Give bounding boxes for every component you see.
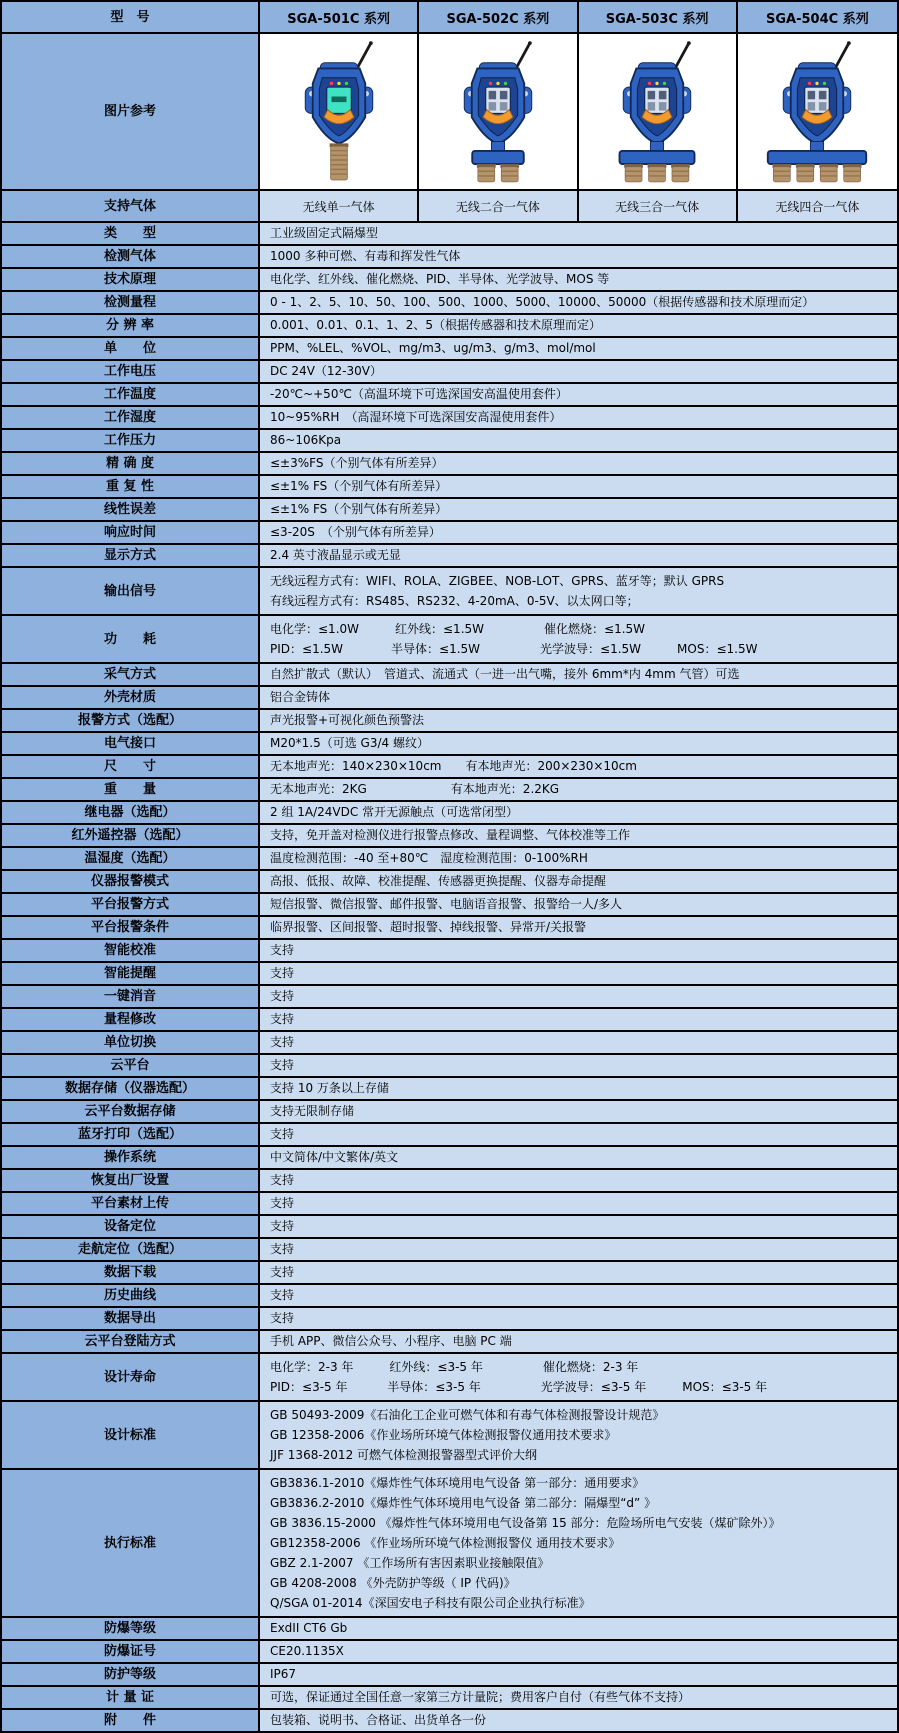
row-label: 报警方式（选配） bbox=[2, 710, 260, 731]
row-value bbox=[260, 616, 897, 662]
value-line: 支持 bbox=[270, 1127, 295, 1141]
row-label: 技术原理 bbox=[2, 269, 260, 290]
row-value bbox=[260, 871, 897, 892]
spec-row bbox=[2, 1124, 897, 1147]
model-header-label: 型 号 bbox=[2, 2, 260, 32]
value-line: 支持 bbox=[270, 1196, 295, 1210]
spec-row bbox=[2, 407, 897, 430]
value-line: GB 4208-2008 《外壳防护等级（ IP 代码)》 bbox=[270, 1576, 516, 1590]
row-value bbox=[260, 1354, 897, 1400]
row-label: 云平台登陆方式 bbox=[2, 1331, 260, 1352]
spec-row bbox=[2, 917, 897, 940]
row-value bbox=[260, 687, 897, 708]
row-label: 防爆证号 bbox=[2, 1641, 260, 1662]
row-label: 数据存储（仪器选配） bbox=[2, 1078, 260, 1099]
spec-row bbox=[2, 223, 897, 246]
value-line: 高报、低报、故障、校准提醒、传感器更换提醒、仪器寿命提醒 bbox=[270, 874, 607, 888]
spec-row bbox=[2, 1308, 897, 1331]
value-line: IP67 bbox=[270, 1667, 297, 1681]
row-label: 电气接口 bbox=[2, 733, 260, 754]
value-line: 手机 APP、微信公众号、小程序、电脑 PC 端 bbox=[270, 1334, 512, 1348]
row-label: 数据下载 bbox=[2, 1262, 260, 1283]
gas-detector-illustration bbox=[742, 40, 892, 183]
row-label: 设备定位 bbox=[2, 1216, 260, 1237]
row-value bbox=[260, 756, 897, 777]
model-header-4: SGA-504C 系列 bbox=[738, 2, 897, 32]
value-line: PID：≤1.5W 半导体：≤1.5W 光学波导：≤1.5W MOS：≤1.5W bbox=[270, 642, 758, 656]
value-line: 支持无限制存储 bbox=[270, 1104, 355, 1118]
row-label: 数据导出 bbox=[2, 1308, 260, 1329]
row-label: 设计寿命 bbox=[2, 1354, 260, 1400]
spec-row bbox=[2, 1078, 897, 1101]
row-value bbox=[260, 802, 897, 823]
value-line: 支持 bbox=[270, 966, 295, 980]
supported-gas-row bbox=[2, 191, 897, 223]
spec-row bbox=[2, 1055, 897, 1078]
row-label: 平台素材上传 bbox=[2, 1193, 260, 1214]
gas-row-label: 支持气体 bbox=[2, 191, 260, 221]
product-image-SGA-503C bbox=[579, 34, 738, 189]
row-value bbox=[260, 733, 897, 754]
product-image-row bbox=[2, 34, 897, 191]
row-label: 执行标准 bbox=[2, 1470, 260, 1616]
value-line: 支持 bbox=[270, 1035, 295, 1049]
spec-row bbox=[2, 1470, 897, 1618]
spec-row bbox=[2, 1170, 897, 1193]
spec-row bbox=[2, 246, 897, 269]
value-line: GB3836.1-2010《爆炸性气体环境用电气设备 第一部分：通用要求》 bbox=[270, 1476, 645, 1490]
row-label: 类 型 bbox=[2, 223, 260, 244]
row-value bbox=[260, 499, 897, 520]
row-label: 检测量程 bbox=[2, 292, 260, 313]
row-value bbox=[260, 1402, 897, 1468]
row-label: 响应时间 bbox=[2, 522, 260, 543]
spec-row bbox=[2, 1710, 897, 1731]
row-value bbox=[260, 1687, 897, 1708]
spec-row bbox=[2, 848, 897, 871]
row-label: 历史曲线 bbox=[2, 1285, 260, 1306]
value-line: 支持 bbox=[270, 1219, 295, 1233]
row-value bbox=[260, 963, 897, 984]
spec-row bbox=[2, 1239, 897, 1262]
spec-row bbox=[2, 825, 897, 848]
spec-rows bbox=[2, 223, 897, 1731]
row-value bbox=[260, 1618, 897, 1639]
value-line: 0.001、0.01、0.1、1、2、5（根据传感器和技术原理而定） bbox=[270, 318, 602, 332]
row-value bbox=[260, 1470, 897, 1616]
spec-row bbox=[2, 616, 897, 664]
row-value bbox=[260, 917, 897, 938]
row-value bbox=[260, 1285, 897, 1306]
spec-row bbox=[2, 384, 897, 407]
spec-row bbox=[2, 733, 897, 756]
row-label: 一键消音 bbox=[2, 986, 260, 1007]
row-value bbox=[260, 1308, 897, 1329]
row-value bbox=[260, 407, 897, 428]
row-label: 功 耗 bbox=[2, 616, 260, 662]
value-line: 支持 10 万条以上存储 bbox=[270, 1081, 389, 1095]
model-header-row bbox=[2, 2, 897, 34]
spec-row bbox=[2, 1285, 897, 1308]
value-line: 可选，保证通过全国任意一家第三方计量院；费用客户自付（有些气体不支持） bbox=[270, 1690, 691, 1704]
value-line: 电化学：2-3 年 红外线：≤3-5 年 催化燃烧：2-3 年 bbox=[270, 1360, 639, 1374]
value-line: 1000 多种可燃、有毒和挥发性气体 bbox=[270, 249, 461, 263]
row-value bbox=[260, 1124, 897, 1145]
value-line: 支持 bbox=[270, 1012, 295, 1026]
spec-row bbox=[2, 315, 897, 338]
spec-row bbox=[2, 476, 897, 499]
row-label: 计 量 证 bbox=[2, 1687, 260, 1708]
row-value bbox=[260, 1101, 897, 1122]
product-image-SGA-502C bbox=[419, 34, 578, 189]
row-label: 单 位 bbox=[2, 338, 260, 359]
supported-gas-value-1: 无线单一气体 bbox=[260, 191, 419, 221]
spec-row bbox=[2, 430, 897, 453]
value-line: 2 组 1A/24VDC 常开无源触点（可选常闭型） bbox=[270, 805, 519, 819]
value-line: 有线远程方式有：RS485、RS232、4-20mA、0-5V、以太网口等； bbox=[270, 594, 639, 608]
row-value bbox=[260, 545, 897, 566]
row-label: 重 复 性 bbox=[2, 476, 260, 497]
spec-row bbox=[2, 1687, 897, 1710]
spec-row bbox=[2, 545, 897, 568]
spec-row bbox=[2, 1354, 897, 1402]
spec-row bbox=[2, 269, 897, 292]
spec-row bbox=[2, 1618, 897, 1641]
row-value bbox=[260, 1147, 897, 1168]
spec-row bbox=[2, 522, 897, 545]
row-value bbox=[260, 568, 897, 614]
value-line: CE20.1135X bbox=[270, 1644, 344, 1658]
value-line: 工业级固定式隔爆型 bbox=[270, 226, 379, 240]
row-label: 外壳材质 bbox=[2, 687, 260, 708]
row-value bbox=[260, 848, 897, 869]
value-line: DC 24V（12-30V） bbox=[270, 364, 382, 378]
value-line: GB 12358-2006《作业场所环境气体检测报警仪通用技术要求》 bbox=[270, 1428, 617, 1442]
spec-row bbox=[2, 1262, 897, 1285]
row-value bbox=[260, 986, 897, 1007]
row-value bbox=[260, 223, 897, 244]
row-value bbox=[260, 269, 897, 290]
value-line: 支持 bbox=[270, 1173, 295, 1187]
row-value bbox=[260, 246, 897, 267]
row-label: 智能提醒 bbox=[2, 963, 260, 984]
row-label: 仪器报警模式 bbox=[2, 871, 260, 892]
row-label: 防爆等级 bbox=[2, 1618, 260, 1639]
model-header-3: SGA-503C 系列 bbox=[579, 2, 738, 32]
row-label: 防护等级 bbox=[2, 1664, 260, 1685]
row-label: 显示方式 bbox=[2, 545, 260, 566]
row-label: 云平台 bbox=[2, 1055, 260, 1076]
value-line: M20*1.5（可选 G3/4 螺纹） bbox=[270, 736, 429, 750]
value-line: 中文简体/中文繁体/英文 bbox=[270, 1150, 399, 1164]
value-line: 铝合金铸体 bbox=[270, 690, 331, 704]
spec-row bbox=[2, 687, 897, 710]
row-label: 温湿度（选配） bbox=[2, 848, 260, 869]
row-label: 恢复出厂设置 bbox=[2, 1170, 260, 1191]
value-line: 支持 bbox=[270, 1311, 295, 1325]
row-value bbox=[260, 522, 897, 543]
value-line: Q/SGA 01-2014《深国安电子科技有限公司企业执行标准》 bbox=[270, 1596, 591, 1610]
row-value bbox=[260, 894, 897, 915]
image-row-label: 图片参考 bbox=[2, 34, 260, 189]
row-value bbox=[260, 710, 897, 731]
row-value bbox=[260, 1055, 897, 1076]
supported-gas-value-2: 无线二合一气体 bbox=[419, 191, 578, 221]
gas-detector-illustration bbox=[264, 40, 414, 183]
spec-row bbox=[2, 710, 897, 733]
row-label: 线性误差 bbox=[2, 499, 260, 520]
row-label: 工作电压 bbox=[2, 361, 260, 382]
value-line: 电化学：≤1.0W 红外线：≤1.5W 催化燃烧：≤1.5W bbox=[270, 622, 646, 636]
row-label: 精 确 度 bbox=[2, 453, 260, 474]
row-label: 红外遥控器（选配） bbox=[2, 825, 260, 846]
row-label: 量程修改 bbox=[2, 1009, 260, 1030]
spec-row bbox=[2, 1147, 897, 1170]
value-line: JJF 1368-2012 可燃气体检测报警器型式评价大纲 bbox=[270, 1448, 538, 1462]
value-line: 86~106Kpa bbox=[270, 433, 342, 447]
row-label: 工作压力 bbox=[2, 430, 260, 451]
row-label: 分 辨 率 bbox=[2, 315, 260, 336]
value-line: 无本地声光：2KG 有本地声光：2.2KG bbox=[270, 782, 560, 796]
spec-row bbox=[2, 1009, 897, 1032]
row-value bbox=[260, 825, 897, 846]
supported-gas-value-4: 无线四合一气体 bbox=[738, 191, 897, 221]
row-value bbox=[260, 1216, 897, 1237]
row-value bbox=[260, 1710, 897, 1731]
value-line: 短信报警、微信报警、邮件报警、电脑语音报警、报警给一人/多人 bbox=[270, 897, 623, 911]
value-line: 无本地声光：140×230×10cm 有本地声光：200×230×10cm bbox=[270, 759, 637, 773]
value-line: ≤±1% FS（个别气体有所差异） bbox=[270, 502, 448, 516]
product-image-SGA-501C bbox=[260, 34, 419, 189]
row-value bbox=[260, 315, 897, 336]
value-line: GB12358-2006 《作业场所环境气体检测报警仪 通用技术要求》 bbox=[270, 1536, 621, 1550]
value-line: PID：≤3-5 年 半导体：≤3-5 年 光学波导：≤3-5 年 MOS：≤3-5 年 bbox=[270, 1380, 768, 1394]
row-label: 平台报警条件 bbox=[2, 917, 260, 938]
row-value bbox=[260, 1239, 897, 1260]
row-label: 单位切换 bbox=[2, 1032, 260, 1053]
row-value bbox=[260, 453, 897, 474]
row-label: 操作系统 bbox=[2, 1147, 260, 1168]
spec-row bbox=[2, 1331, 897, 1354]
value-line: 包装箱、说明书、合格证、出货单各一份 bbox=[270, 1713, 487, 1727]
row-value bbox=[260, 1262, 897, 1283]
spec-row bbox=[2, 292, 897, 315]
spec-row bbox=[2, 1216, 897, 1239]
value-line: 10~95%RH （高湿环境下可选深国安高湿使用套件） bbox=[270, 410, 562, 424]
row-label: 检测气体 bbox=[2, 246, 260, 267]
value-line: GB 50493-2009《石油化工企业可燃气体和有毒气体检测报警设计规范》 bbox=[270, 1408, 665, 1422]
row-value bbox=[260, 940, 897, 961]
row-value bbox=[260, 476, 897, 497]
value-line: 无线远程方式有：WIFI、ROLA、ZIGBEE、NOB-LOT、GPRS、蓝牙等；默认 GPRS bbox=[270, 574, 725, 588]
spec-row bbox=[2, 963, 897, 986]
value-line: ≤±1% FS（个别气体有所差异） bbox=[270, 479, 448, 493]
value-line: 温度检测范围：-40 至+80℃ 湿度检测范围：0-100%RH bbox=[270, 851, 588, 865]
value-line: 0 - 1、2、5、10、50、100、500、1000、5000、10000、50000（根据传感器和技术原理而定） bbox=[270, 295, 815, 309]
product-image-SGA-504C bbox=[738, 34, 897, 189]
spec-row bbox=[2, 1101, 897, 1124]
row-value bbox=[260, 1641, 897, 1662]
row-value bbox=[260, 1078, 897, 1099]
value-line: GB3836.2-2010《爆炸性气体环境用电气设备 第二部分：隔爆型“d” 》 bbox=[270, 1496, 657, 1510]
row-label: 工作温度 bbox=[2, 384, 260, 405]
row-label: 平台报警方式 bbox=[2, 894, 260, 915]
row-label: 工作湿度 bbox=[2, 407, 260, 428]
row-value bbox=[260, 1193, 897, 1214]
row-label: 蓝牙打印（选配） bbox=[2, 1124, 260, 1145]
row-label: 云平台数据存储 bbox=[2, 1101, 260, 1122]
value-line: GB 3836.15-2000 《爆炸性气体环境用电气设备第 15 部分：危险场所电气安装（煤矿除外）》 bbox=[270, 1516, 781, 1530]
value-line: 支持 bbox=[270, 943, 295, 957]
row-label: 走航定位（选配） bbox=[2, 1239, 260, 1260]
spec-row bbox=[2, 802, 897, 825]
row-value bbox=[260, 430, 897, 451]
value-line: 支持 bbox=[270, 1242, 295, 1256]
value-line: ExdII CT6 Gb bbox=[270, 1621, 348, 1635]
spec-row bbox=[2, 338, 897, 361]
row-value bbox=[260, 1331, 897, 1352]
spec-row bbox=[2, 568, 897, 616]
value-line: ≤3-20S （个别气体有所差异） bbox=[270, 525, 441, 539]
value-line: 声光报警+可视化颜色预警法 bbox=[270, 713, 425, 727]
value-line: 临界报警、区间报警、超时报警、掉线报警、异常开/关报警 bbox=[270, 920, 587, 934]
row-label: 重 量 bbox=[2, 779, 260, 800]
row-value bbox=[260, 338, 897, 359]
spec-row bbox=[2, 756, 897, 779]
row-label: 设计标准 bbox=[2, 1402, 260, 1468]
spec-row bbox=[2, 940, 897, 963]
value-line: 2.4 英寸液晶显示或无显 bbox=[270, 548, 401, 562]
spec-row bbox=[2, 1032, 897, 1055]
value-line: 电化学、红外线、催化燃烧、PID、半导体、光学波导、MOS 等 bbox=[270, 272, 610, 286]
value-line: PPM、%LEL、%VOL、mg/m3、ug/m3、g/m3、mol/mol bbox=[270, 341, 596, 355]
value-line: -20℃~+50℃（高温环境下可选深国安高温使用套件） bbox=[270, 387, 568, 401]
spec-row bbox=[2, 1402, 897, 1470]
value-line: GBZ 2.1-2007 《工作场所有害因素职业接触限值》 bbox=[270, 1556, 550, 1570]
row-label: 采气方式 bbox=[2, 664, 260, 685]
spec-row bbox=[2, 894, 897, 917]
row-value bbox=[260, 779, 897, 800]
row-value bbox=[260, 384, 897, 405]
row-label: 智能校准 bbox=[2, 940, 260, 961]
row-value bbox=[260, 1032, 897, 1053]
row-label: 继电器（选配） bbox=[2, 802, 260, 823]
value-line: 支持 bbox=[270, 1058, 295, 1072]
row-value bbox=[260, 1009, 897, 1030]
spec-row bbox=[2, 779, 897, 802]
spec-row bbox=[2, 1664, 897, 1687]
value-line: 支持 bbox=[270, 1288, 295, 1302]
row-label: 尺 寸 bbox=[2, 756, 260, 777]
spec-row bbox=[2, 453, 897, 476]
spec-row bbox=[2, 361, 897, 384]
value-line: 支持 bbox=[270, 989, 295, 1003]
row-value bbox=[260, 664, 897, 685]
spec-row bbox=[2, 1641, 897, 1664]
row-label: 输出信号 bbox=[2, 568, 260, 614]
gas-detector-illustration bbox=[423, 40, 573, 183]
gas-detector-illustration bbox=[582, 40, 732, 183]
spec-row bbox=[2, 871, 897, 894]
spec-row bbox=[2, 664, 897, 687]
model-header-2: SGA-502C 系列 bbox=[419, 2, 578, 32]
spec-row bbox=[2, 986, 897, 1009]
value-line: 支持，免开盖对检测仪进行报警点修改、量程调整、气体校准等工作 bbox=[270, 828, 631, 842]
spec-row bbox=[2, 499, 897, 522]
row-value bbox=[260, 1664, 897, 1685]
supported-gas-value-3: 无线三合一气体 bbox=[579, 191, 738, 221]
row-value bbox=[260, 361, 897, 382]
spec-row bbox=[2, 1193, 897, 1216]
model-header-1: SGA-501C 系列 bbox=[260, 2, 419, 32]
value-line: 自然扩散式（默认） 管道式、流通式（一进一出气嘴，接外 6mm*内 4mm 气管）可选 bbox=[270, 667, 740, 681]
value-line: ≤±3%FS（个别气体有所差异） bbox=[270, 456, 444, 470]
value-line: 支持 bbox=[270, 1265, 295, 1279]
row-label: 附 件 bbox=[2, 1710, 260, 1731]
row-value bbox=[260, 1170, 897, 1191]
row-value bbox=[260, 292, 897, 313]
